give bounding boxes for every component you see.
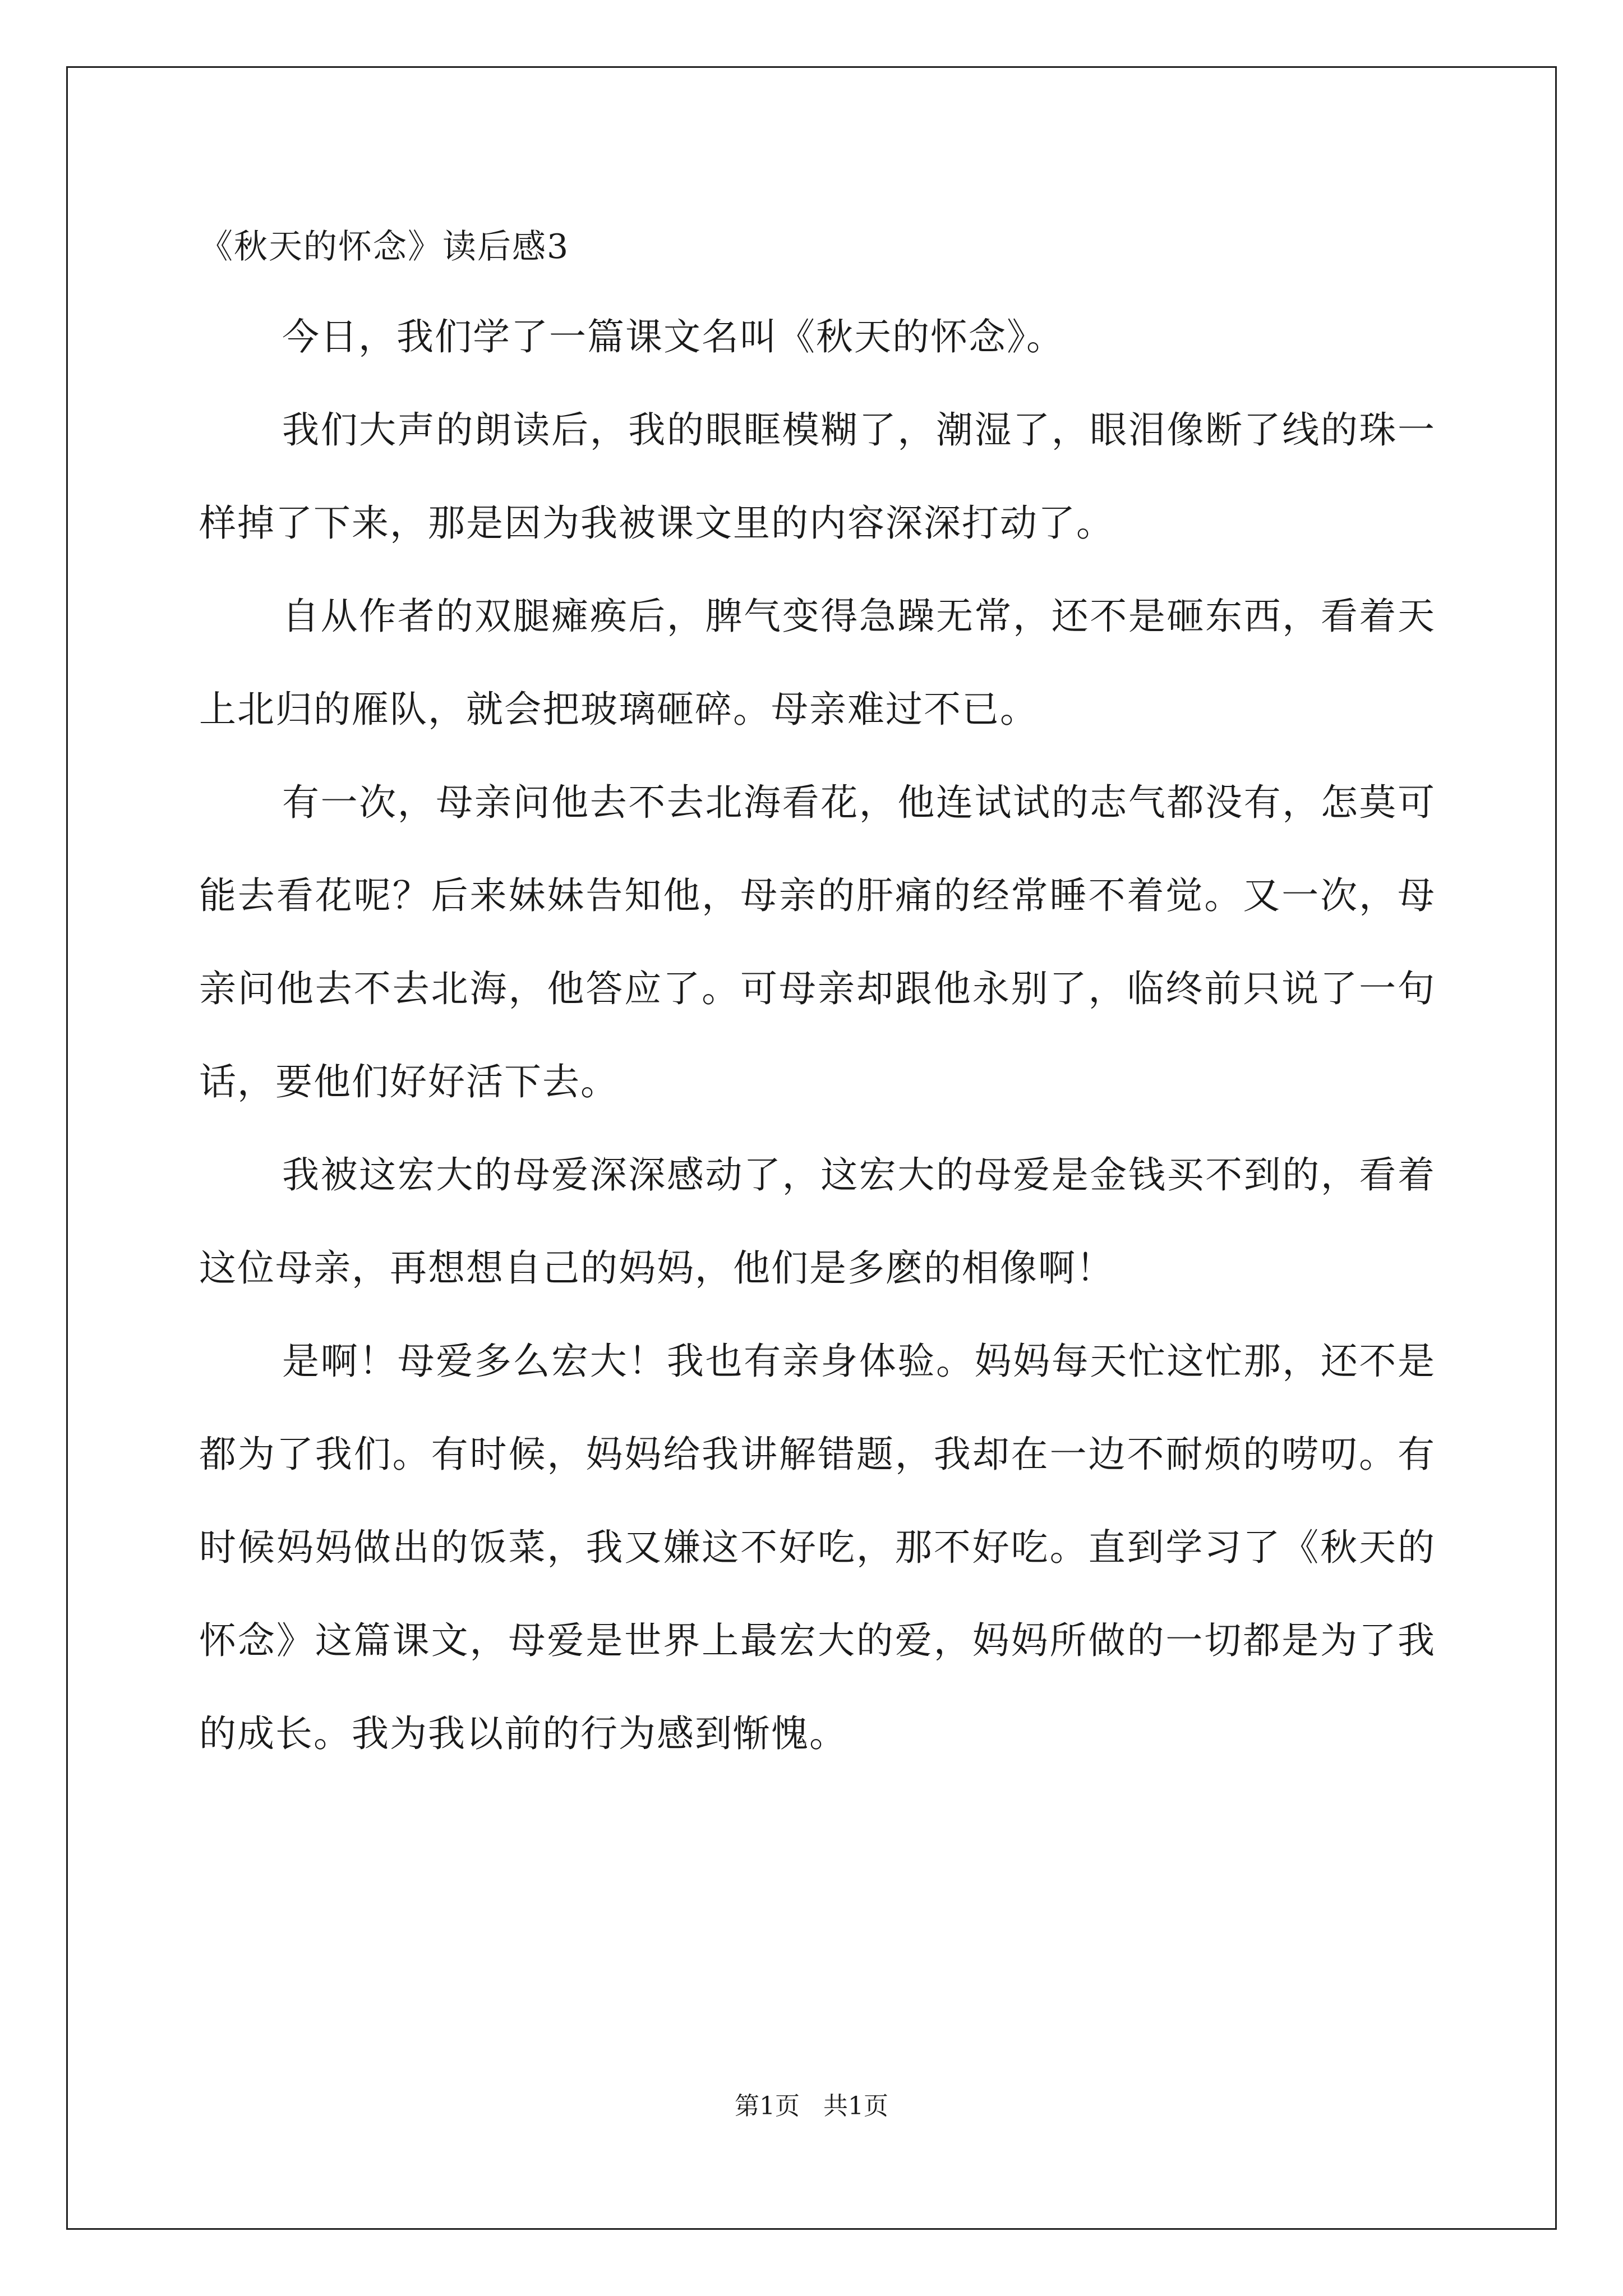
paragraph: 我们大声的朗读后，我的眼眶模糊了，潮湿了，眼泪像断了线的珠一样掉了下来，那是因为我被课文里的内容深深打动了。 <box>199 408 1436 545</box>
paragraph: 我被这宏大的母爱深深感动了，这宏大的母爱是金钱买不到的，看着这位母亲，再想想自己的妈妈，他们是多麽的相像啊！ <box>199 1153 1436 1290</box>
paragraph: 今日，我们学了一篇课文名叫《秋天的怀念》。 <box>282 315 1064 358</box>
paragraph: 自从作者的双腿瘫痪后，脾气变得急躁无常，还不是砸东西，看着天上北归的雁队，就会把玻璃砸碎。母亲难过不已。 <box>199 595 1436 731</box>
page-footer: 第1页 共1页 <box>735 2092 888 2120</box>
paragraph: 是啊！母爱多么宏大！我也有亲身体验。妈妈每天忙这忙那，还不是都为了我们。有时候，妈妈给我讲解错题，我却在一边不耐烦的唠叨。有时候妈妈做出的饭菜，我又嫌这不好吃，那不好吃。直到学习了《秋天的怀念》这篇课文，母爱是世界上最宏大的爱，妈妈所做的一切都是为了我的成长。我为我以前的行为感到惭愧。 <box>199 1340 1436 1755</box>
paragraph: 有一次，母亲问他去不去北海看花，他连试试的志气都没有，怎莫可能去看花呢？后来妹妹告知他，母亲的肝痛的经常睡不着觉。又一次，母亲问他去不去北海，他答应了。可母亲却跟他永别了，临终前只说了一句话，要他们好好活下去。 <box>199 781 1436 1103</box>
document-body <box>199 291 1436 1780</box>
document-title: 《秋天的怀念》读后感3 <box>199 227 570 266</box>
